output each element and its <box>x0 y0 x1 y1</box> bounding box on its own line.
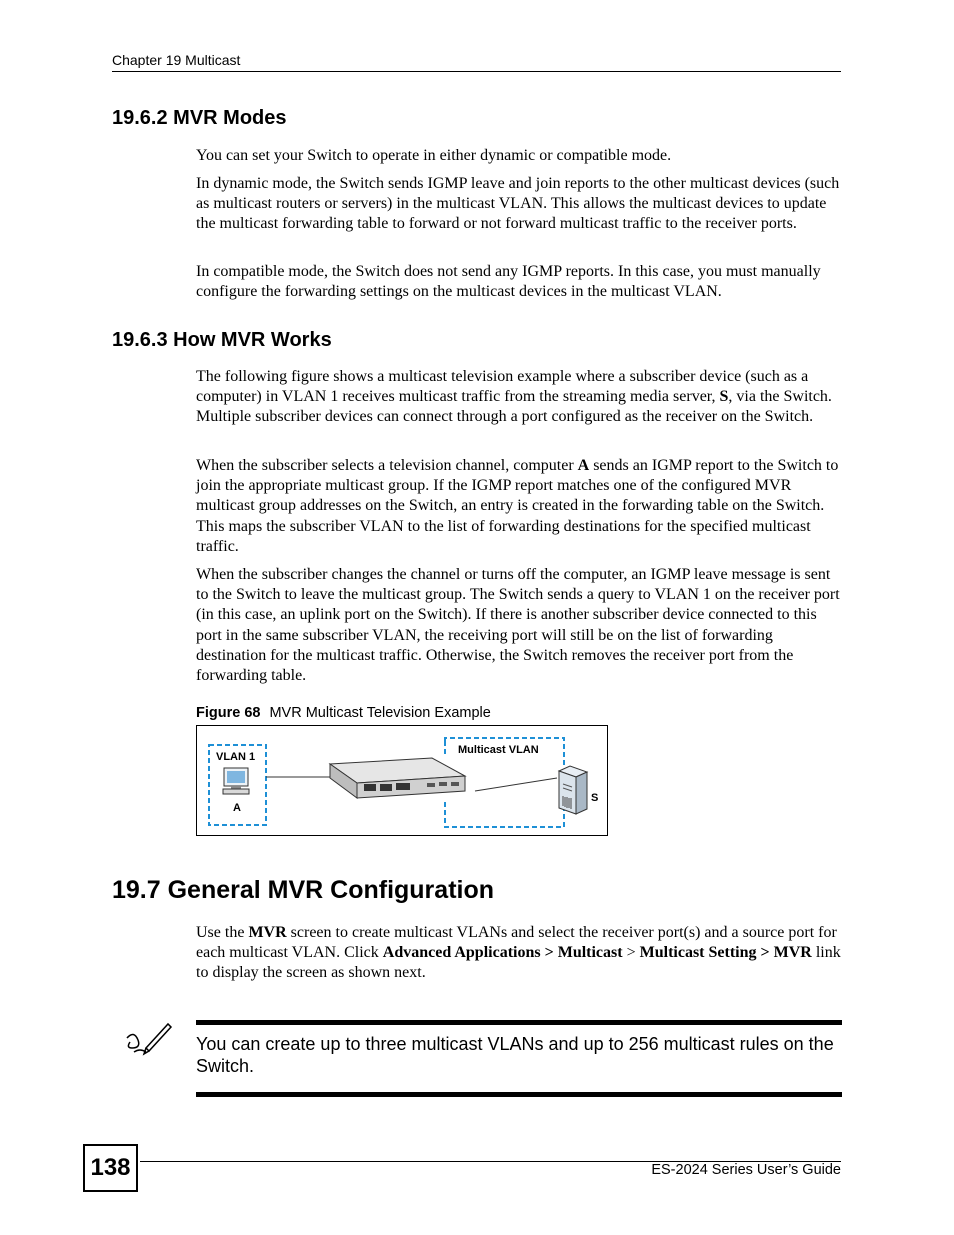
figure-caption <box>196 705 491 721</box>
mvr-diagram <box>196 725 608 836</box>
multicast-vlan-label: Multicast VLAN <box>458 744 539 756</box>
header-rule <box>112 71 841 72</box>
computer-icon <box>223 768 249 794</box>
how-mvr-works-paragraph-2: When the subscriber selects a television channel, computer A sends an IGMP report to the Switch to join the appropriate multicast group. If the IGMP report matches one of the configured MVR multicast group addresses on the Switch, an entry is created in the forwarding table on the Switch. This maps the subscriber VLAN to the list of forwarding destinations for the specified multicast traffic. <box>196 457 839 555</box>
mvr-modes-paragraph-3: In compatible mode, the Switch does not send any IGMP reports. In this case, you must manually configure the forwarding settings on the multicast devices in the multicast VLAN. <box>196 263 821 301</box>
page-number: 138 <box>83 1144 138 1192</box>
server-icon <box>559 766 587 814</box>
section-heading-general-mvr-configuration: 19.7 General MVR Configuration <box>112 876 495 904</box>
section-heading-mvr-modes: 19.6.2 MVR Modes <box>112 107 287 129</box>
note-bottom-rule <box>196 1092 842 1097</box>
switch-icon <box>330 758 465 798</box>
note-text: You can create up to three multicast VLANs and up to 256 multicast rules on the Switch. <box>196 1034 834 1076</box>
figure-label: Figure 68 <box>196 705 261 721</box>
figure-title: MVR Multicast Television Example <box>269 705 491 721</box>
mvr-modes-paragraph-2: In dynamic mode, the Switch sends IGMP leave and join reports to the other multicast devices (such as multicast routers or servers) in the multicast VLAN. This allows the multicast devices to update the multicast forwarding table to forward or not forward multicast traffic to the receiver ports. <box>196 175 840 233</box>
vlan1-label: VLAN 1 <box>216 751 256 763</box>
server-s-label: S <box>591 792 599 804</box>
mvr-modes-paragraph-1: You can set your Switch to operate in either dynamic or compatible mode. <box>196 147 672 164</box>
link-switch-server <box>475 778 557 791</box>
guide-title: ES-2024 Series User’s Guide <box>651 1162 841 1178</box>
running-header: Chapter 19 Multicast <box>112 52 241 68</box>
how-mvr-works-paragraph-1: The following figure shows a multicast television example where a subscriber device (such as a computer) in VLAN 1 receives multicast traffic from the streaming media server, S, via the Switch. Multiple subscriber devices can connect through a port configured as the receiver on the Switch. <box>196 368 832 426</box>
how-mvr-works-paragraph-3: When the subscriber changes the channel or turns off the computer, an IGMP leave message is sent to the Switch to leave the multicast group. The Switch sends a query to VLAN 1 on the receiver port (in this case, an uplink port on the Switch). If there is another subscriber device connected to this port in the same subscriber VLAN, the receiving port will still be on the list of forwarding destination for the multicast traffic. Otherwise, the Switch removes the receiver port from the forwarding table. <box>196 566 840 685</box>
pencil-note-icon <box>124 1018 174 1058</box>
note-top-rule <box>196 1020 842 1025</box>
section-heading-how-mvr-works: 19.6.3 How MVR Works <box>112 329 332 351</box>
general-mvr-paragraph: Use the MVR screen to create multicast VLANs and select the receiver port(s) and a source port for each multicast VLAN. Click Advanced Applications > Multicast > Multicast Setting > MVR link to display the screen as shown next. <box>196 924 841 982</box>
computer-a-label: A <box>233 802 241 814</box>
